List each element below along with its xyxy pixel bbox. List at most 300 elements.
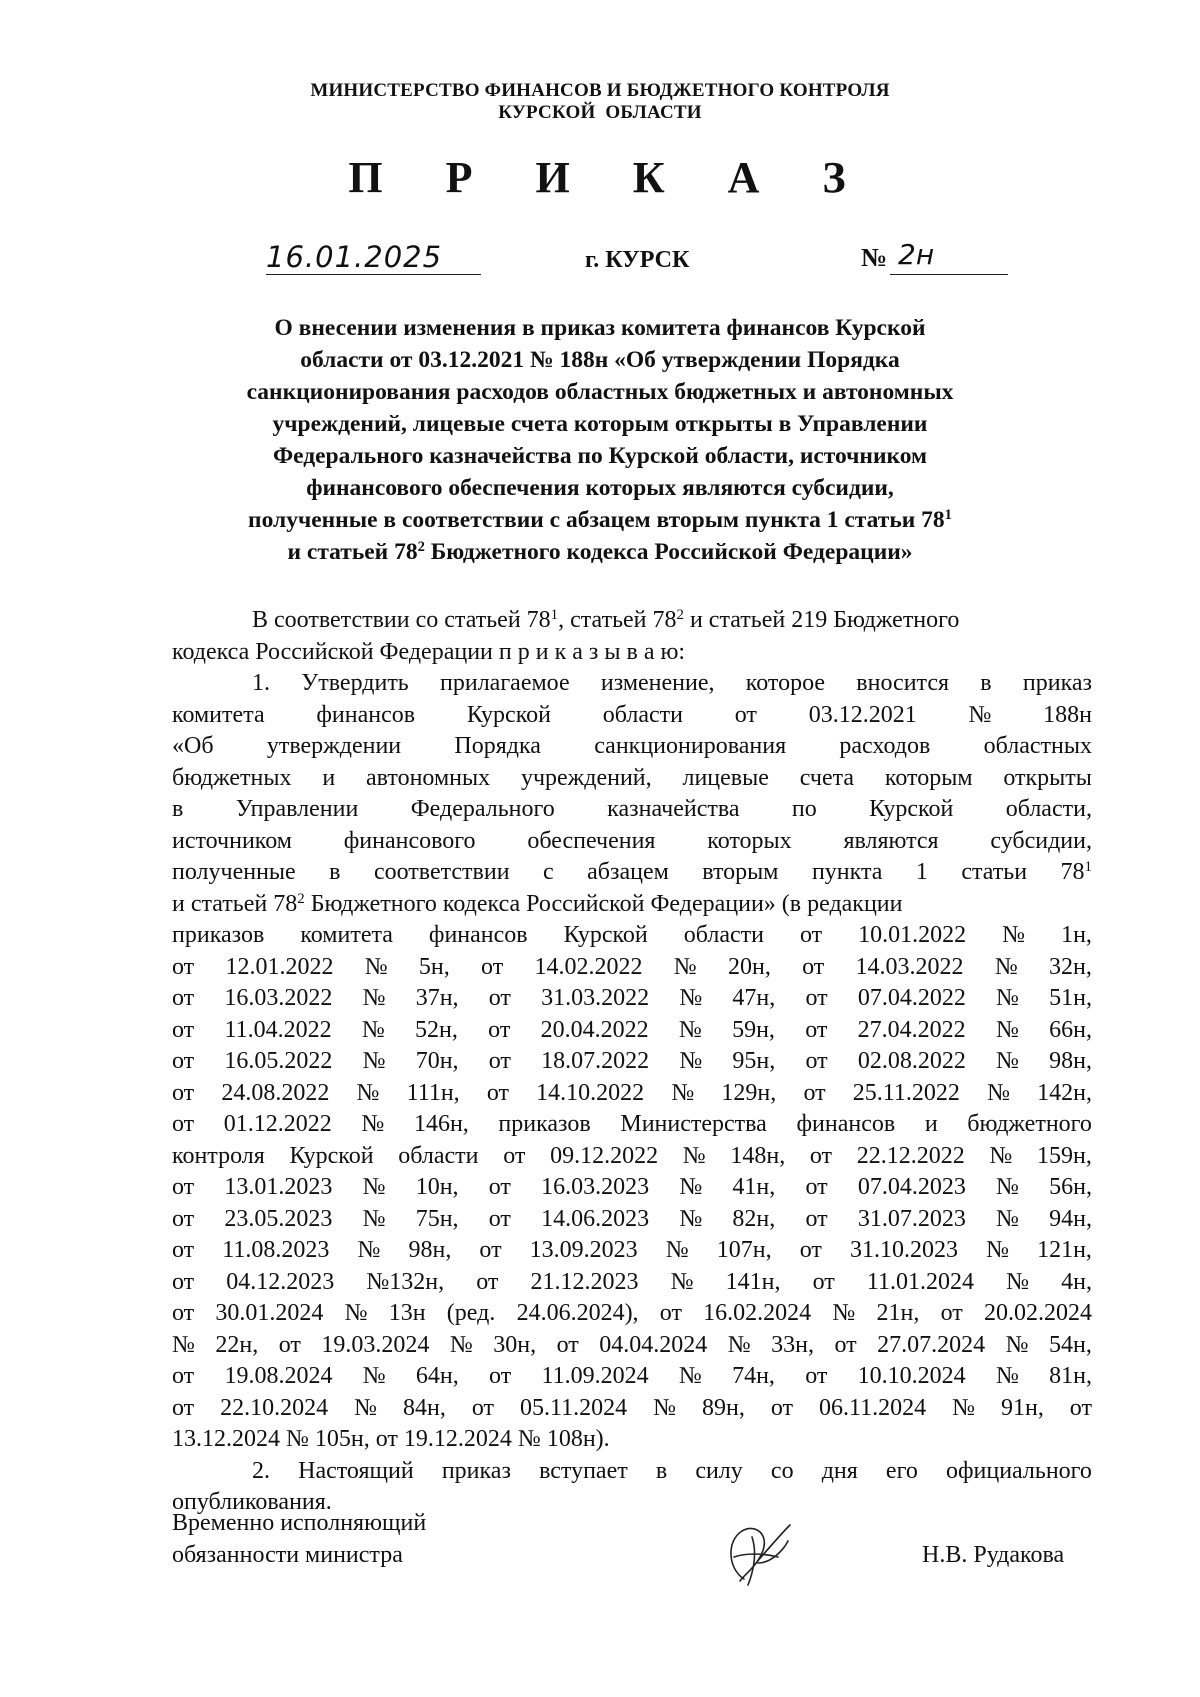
body-line — [172, 1330, 1092, 1362]
body-line — [172, 1204, 1092, 1236]
word: расходов — [839, 733, 931, 759]
word: бюджетных — [172, 764, 292, 791]
word: от — [172, 1174, 195, 1200]
word: 24.06.2024), — [516, 1300, 639, 1326]
word: № — [344, 1300, 368, 1326]
word: от — [471, 1394, 495, 1421]
word: 16.03.2022 — [224, 985, 333, 1011]
word: области — [683, 922, 764, 948]
word: от — [805, 985, 828, 1011]
word: от — [803, 1079, 826, 1106]
word: № — [679, 1205, 703, 1232]
word: от — [172, 1048, 195, 1074]
word: 142н, — [1037, 1079, 1092, 1106]
word: от — [172, 1079, 195, 1106]
word: от — [799, 1237, 822, 1263]
word: Настоящий — [298, 1457, 414, 1484]
word: 56н, — [1049, 1174, 1092, 1200]
word: (ред. — [446, 1300, 496, 1326]
word: области — [602, 701, 683, 728]
signatory-position-line: Временно исполняющий — [172, 1510, 427, 1536]
word: приказ — [441, 1457, 511, 1484]
word: № — [679, 1174, 703, 1200]
word: от — [805, 1016, 828, 1043]
word: приказов — [172, 922, 265, 948]
word: № — [673, 953, 697, 980]
word: 04.12.2023 — [226, 1268, 335, 1295]
word: 06.11.2024 — [818, 1394, 927, 1421]
word: 16.02.2024 — [703, 1300, 812, 1326]
word: от — [805, 1174, 828, 1200]
word: 2. — [252, 1457, 270, 1484]
word: от — [800, 922, 823, 948]
word: № — [362, 1174, 386, 1200]
body-text: В соответствии со статьей 78 — [252, 607, 551, 633]
subject-line — [200, 536, 1000, 568]
word: 111н, — [406, 1079, 460, 1106]
word: 31.10.2023 — [849, 1237, 958, 1263]
word: № — [362, 1363, 386, 1389]
word: № — [996, 985, 1019, 1011]
word: по — [791, 796, 817, 822]
order-number-label: № — [861, 243, 888, 272]
word: от — [172, 1363, 195, 1389]
word: № — [679, 985, 703, 1011]
word: 95н, — [732, 1048, 776, 1074]
word: санкционирования — [594, 733, 787, 759]
word: 22.12.2022 — [856, 1142, 965, 1169]
word: с — [543, 859, 554, 885]
word: № — [665, 1237, 689, 1263]
word: № — [996, 1174, 1019, 1200]
superscript: 1 — [1084, 858, 1092, 875]
word: 98н, — [1049, 1048, 1092, 1074]
word: № — [679, 1048, 703, 1074]
signatory-position-line: обязанности министра — [172, 1542, 403, 1568]
word: 21.12.2023 — [530, 1268, 639, 1295]
word: 18.07.2022 — [541, 1048, 650, 1074]
body-text: , статьей 78 — [558, 607, 677, 633]
word: 33н, — [771, 1331, 814, 1358]
body-line — [172, 1172, 1092, 1204]
word: бюджетного — [967, 1111, 1092, 1137]
word: дня — [821, 1457, 858, 1484]
word: его — [885, 1457, 918, 1484]
word: 11.01.2024 — [866, 1268, 974, 1295]
word: Утвердить — [301, 670, 409, 696]
word: 159н, — [1037, 1142, 1092, 1169]
word: 82н, — [732, 1205, 776, 1232]
word: 01.12.2022 — [223, 1111, 332, 1137]
word: 66н, — [1049, 1016, 1092, 1043]
word: 25.11.2022 — [852, 1079, 960, 1106]
word: которым — [884, 764, 973, 791]
word: 30н, — [493, 1331, 537, 1358]
word: № — [994, 953, 1018, 980]
word: областных — [983, 733, 1092, 759]
subject-line: Федерального казначейства по Курской области, источником — [272, 443, 928, 469]
word: контроля — [172, 1142, 265, 1169]
document-type-title: П Р И К А З — [348, 153, 872, 202]
word: в — [172, 796, 184, 822]
word: от — [172, 1394, 195, 1421]
body-line — [172, 1235, 1092, 1267]
word: № — [996, 1205, 1019, 1232]
word: прилагаемое — [440, 670, 570, 696]
word: от — [802, 953, 825, 980]
word: 20н, — [727, 953, 771, 980]
word: 19.03.2024 — [321, 1331, 430, 1358]
body-line — [172, 1298, 1092, 1330]
word: которых — [707, 827, 792, 854]
word: 07.04.2022 — [857, 985, 966, 1011]
ministry-line-2: КУРСКОЙ ОБЛАСТИ — [498, 102, 702, 123]
word: вносится — [856, 670, 950, 696]
word: со — [770, 1457, 794, 1484]
word: Курской — [289, 1142, 374, 1169]
word: № — [361, 1111, 385, 1137]
word: 47н, — [732, 985, 776, 1011]
body-text — [172, 889, 903, 921]
body-line — [172, 1361, 1092, 1393]
word: 41н, — [732, 1174, 776, 1200]
word: финансов — [796, 1111, 896, 1137]
word: от — [812, 1268, 835, 1295]
signatory-position — [172, 1507, 426, 1571]
body-line — [172, 763, 1092, 795]
superscript: 1 — [550, 606, 559, 623]
word: от — [1069, 1394, 1092, 1421]
word: от — [734, 701, 757, 728]
word: 02.08.2022 — [857, 1048, 966, 1074]
word: и — [924, 1111, 938, 1137]
body-line — [172, 731, 1092, 763]
word: 84н, — [403, 1394, 446, 1421]
subject-line: области от 03.12.2021 № 188н «Об утверждении Порядка — [300, 347, 900, 373]
word: № — [364, 953, 388, 980]
subject-text: и статьей 78 — [287, 539, 418, 565]
body-line — [172, 1109, 1092, 1141]
word: 148н, — [730, 1142, 786, 1169]
word: № — [1005, 1331, 1029, 1358]
word: 59н, — [732, 1016, 775, 1043]
word: от — [172, 985, 195, 1011]
word: 11.08.2023 — [222, 1237, 330, 1263]
word: 141н, — [725, 1268, 781, 1295]
word: казначейства — [607, 796, 740, 822]
word: 10.10.2024 — [857, 1363, 966, 1389]
word: 129н, — [721, 1079, 777, 1106]
word: области — [398, 1142, 479, 1169]
word: от — [659, 1300, 682, 1326]
body-text: Бюджетного кодекса Российской Федерации» (в редакции — [304, 890, 903, 917]
word: финансов — [428, 922, 528, 948]
word: счета — [799, 764, 855, 791]
body-line — [172, 1267, 1092, 1299]
word: № — [361, 1016, 385, 1043]
subject-text: полученные в соответствии с абзацем вторым пункта 1 статьи 78 — [248, 507, 945, 533]
word: от — [488, 1174, 511, 1200]
word: от — [172, 1016, 195, 1043]
word: 5н, — [418, 953, 450, 980]
word: от — [476, 1268, 499, 1295]
word: 14.10.2022 — [536, 1079, 645, 1106]
word: 10н, — [415, 1174, 459, 1200]
ministry-line-1: МИНИСТЕРСТВО ФИНАНСОВ И БЮДЖЕТНОГО КОНТРОЛЯ — [310, 80, 890, 101]
word: 94н, — [1049, 1205, 1092, 1232]
body-line — [172, 1046, 1092, 1078]
ministry-header — [0, 80, 1200, 124]
word: 1 — [915, 859, 928, 885]
body-line — [172, 1078, 1092, 1110]
word: от — [940, 1300, 963, 1326]
word: субсидии, — [990, 827, 1092, 854]
word: статьи — [961, 859, 1028, 885]
word: от — [172, 1300, 195, 1326]
word: 1н, — [1061, 922, 1092, 948]
word: источником — [172, 827, 292, 854]
word: 04.04.2024 — [599, 1331, 708, 1358]
word: 27.07.2024 — [877, 1331, 986, 1358]
word: от — [172, 1268, 195, 1295]
word: официального — [945, 1457, 1092, 1484]
subject-line: санкционирования расходов областных бюджетных и автономных — [246, 379, 954, 405]
word: соответствии — [373, 859, 510, 885]
word: 23.05.2023 — [224, 1205, 333, 1232]
word: открыты — [1003, 764, 1092, 791]
word: 22.10.2024 — [220, 1394, 329, 1421]
body-line — [172, 857, 1092, 889]
word: Курской — [869, 796, 954, 822]
body-text: и статьей 219 Бюджетного — [683, 607, 960, 633]
word: № — [356, 1079, 380, 1106]
word: № — [362, 1048, 386, 1074]
word: вторым — [702, 859, 779, 885]
word: приказов — [498, 1111, 591, 1137]
body-line — [172, 700, 1092, 732]
word: от — [278, 1331, 301, 1358]
body-line: опубликования. — [172, 1489, 332, 1515]
word: в — [655, 1457, 668, 1484]
word: от — [488, 985, 511, 1011]
word: № — [671, 1079, 695, 1106]
word: 31.07.2023 — [857, 1205, 966, 1232]
word: 14.02.2022 — [534, 953, 643, 980]
word: и — [322, 764, 336, 791]
word: от — [488, 1205, 511, 1232]
word: 20.02.2024 — [983, 1300, 1092, 1326]
body-line — [172, 952, 1092, 984]
word: 31.03.2022 — [541, 985, 650, 1011]
word: комитета — [300, 922, 393, 948]
body-line — [172, 920, 1092, 952]
word: № — [995, 1363, 1019, 1389]
order-meta-row — [0, 240, 1200, 280]
word: полученные — [172, 859, 296, 885]
signatory-name: Н.В. Рудакова — [922, 1542, 1065, 1568]
word: 121н, — [1037, 1237, 1092, 1263]
word: 13.01.2023 — [224, 1174, 333, 1200]
word: 70н, — [415, 1048, 459, 1074]
word: от — [172, 953, 195, 980]
word: 07.04.2023 — [857, 1174, 966, 1200]
word: № — [670, 1268, 694, 1295]
word: № — [727, 1331, 751, 1358]
superscript: 2 — [417, 539, 425, 555]
word: от — [809, 1142, 833, 1169]
subject-line: финансового обеспечения которых являются субсидии, — [306, 475, 894, 501]
word: № — [354, 1394, 378, 1421]
word: № — [678, 1016, 702, 1043]
word: от — [805, 1205, 828, 1232]
word: 24.08.2022 — [221, 1079, 330, 1106]
word: «Об — [172, 733, 214, 759]
word: от — [486, 1079, 509, 1106]
body-line — [172, 794, 1092, 826]
word: финансов — [316, 701, 416, 728]
subject-line: О внесении изменения в приказ комитета финансов Курской — [274, 315, 926, 341]
word: 20.04.2022 — [540, 1016, 649, 1043]
word: 10.01.2022 — [858, 922, 967, 948]
word: от — [488, 1016, 511, 1043]
word: № — [1002, 922, 1026, 948]
word: 21н, — [876, 1300, 920, 1326]
word: в — [329, 859, 341, 885]
word: вступает — [539, 1457, 628, 1484]
word: финансового — [343, 827, 476, 854]
word: № — [952, 1394, 975, 1421]
order-number: 2н — [898, 238, 935, 271]
superscript: 2 — [676, 606, 684, 623]
word: 32н, — [1049, 953, 1092, 980]
word: 11.04.2022 — [224, 1016, 332, 1043]
word: 37н, — [415, 985, 459, 1011]
word: от — [489, 1363, 512, 1389]
word: 1. — [252, 670, 270, 696]
word: Федерального — [410, 796, 555, 822]
body-text: и статьей 78 — [172, 890, 298, 917]
word: от — [172, 1237, 195, 1263]
word: автономных — [366, 764, 491, 791]
word: № — [362, 1205, 386, 1232]
word: 05.11.2024 — [520, 1394, 628, 1421]
word: № — [172, 1331, 195, 1358]
word: № — [986, 1237, 1009, 1263]
body-line — [172, 826, 1092, 858]
word: № — [1006, 1268, 1030, 1295]
word: 4н, — [1061, 1268, 1092, 1295]
order-subject — [200, 312, 1000, 568]
word: № — [678, 1363, 702, 1389]
word: 27.04.2022 — [857, 1016, 966, 1043]
order-date: 16.01.2025 — [266, 240, 481, 275]
word: 13.09.2023 — [529, 1237, 638, 1263]
word: № — [449, 1331, 473, 1358]
body-line — [172, 1015, 1092, 1047]
handwritten-signature-icon — [722, 1519, 796, 1591]
body-line — [172, 1393, 1092, 1425]
word: Министерства — [620, 1111, 767, 1137]
word: от — [172, 1111, 195, 1137]
word: от — [479, 1237, 502, 1263]
word: 54н, — [1048, 1331, 1092, 1358]
word: 91н, — [1000, 1394, 1044, 1421]
word: от — [770, 1394, 793, 1421]
word: № — [357, 1237, 381, 1263]
body-line — [172, 889, 1092, 921]
word: пункта — [811, 859, 883, 885]
word: от — [805, 1048, 828, 1074]
word: 52н, — [415, 1016, 458, 1043]
word: № — [682, 1142, 706, 1169]
word: №132н, — [366, 1268, 445, 1295]
word: которое — [745, 670, 826, 696]
word: комитета — [172, 701, 265, 728]
word: 19.08.2024 — [224, 1363, 333, 1389]
word: учреждений, — [520, 764, 652, 791]
word: утверждении — [266, 733, 402, 759]
word: 30.01.2024 — [215, 1300, 324, 1326]
word: 22н, — [215, 1331, 259, 1358]
body-line — [172, 1141, 1092, 1173]
word: № — [362, 985, 386, 1011]
word: обеспечения — [527, 827, 656, 854]
word: 107н, — [716, 1237, 772, 1263]
word: 81н, — [1049, 1363, 1092, 1389]
word: Курской — [466, 701, 551, 728]
word: 09.12.2022 — [550, 1142, 659, 1169]
word: абзацем — [587, 859, 669, 885]
signature-block — [0, 1507, 1200, 1597]
word: от — [805, 1363, 828, 1389]
word: области, — [1005, 796, 1092, 822]
word: от — [172, 1205, 195, 1232]
word: № — [996, 1048, 1019, 1074]
word: 11.09.2024 — [541, 1363, 649, 1389]
body-line — [172, 668, 1092, 700]
word: 146н, — [413, 1111, 469, 1137]
word: 74н, — [732, 1363, 775, 1389]
word: от — [503, 1142, 526, 1169]
word: 13н — [388, 1300, 426, 1326]
word: № — [995, 1016, 1019, 1043]
subject-line — [200, 504, 1000, 536]
word: 64н, — [415, 1363, 459, 1389]
word: 51н, — [1049, 985, 1092, 1011]
word: лицевые — [682, 764, 769, 791]
body-line — [172, 1456, 1092, 1488]
body-line: 13.12.2024 № 105н, от 19.12.2024 № 108н). — [172, 1426, 610, 1452]
superscript: 2 — [297, 890, 305, 907]
word: 14.06.2023 — [541, 1205, 650, 1232]
word: 98н, — [408, 1237, 452, 1263]
word: 03.12.2021 — [808, 701, 917, 728]
word: силу — [695, 1457, 743, 1484]
word: от — [481, 953, 504, 980]
word: Порядка — [454, 733, 541, 759]
word: 12.01.2022 — [225, 953, 334, 980]
word: № — [832, 1300, 856, 1326]
order-city: г. КУРСК — [585, 247, 690, 273]
word: от — [488, 1048, 511, 1074]
order-body — [172, 605, 1092, 1519]
word: № — [653, 1394, 677, 1421]
preamble-line — [172, 605, 1092, 637]
word: Курской — [563, 922, 648, 948]
word: № — [987, 1079, 1010, 1106]
subject-line: учреждений, лицевые счета которым открыты в Управлении — [272, 411, 928, 437]
subject-text: Бюджетного кодекса Российской Федерации» — [424, 539, 913, 565]
